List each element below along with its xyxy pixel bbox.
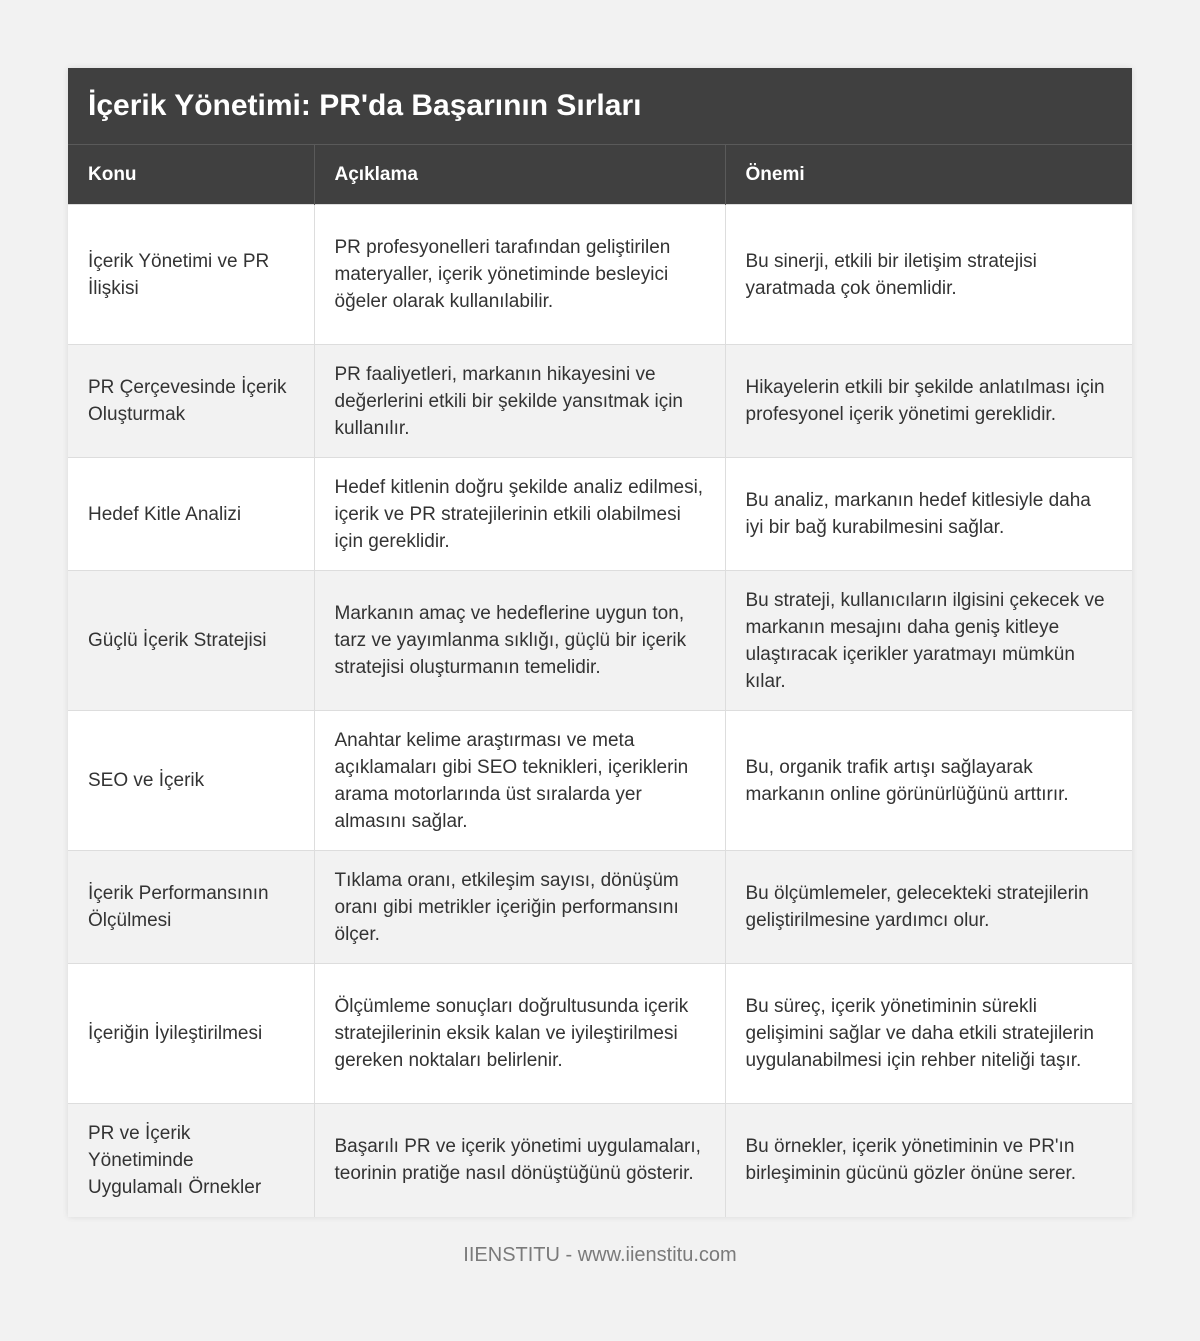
cell-onemi: Hikayelerin etkili bir şekilde anlatılması için profesyonel içerik yönetimi gereklidir.	[725, 345, 1132, 458]
cell-konu: SEO ve İçerik	[68, 711, 314, 851]
table-header	[68, 145, 1132, 205]
content-table-card	[68, 68, 1132, 1217]
cell-onemi: Bu sinerji, etkili bir iletişim stratejisi yaratmada çok önemlidir.	[725, 205, 1132, 345]
cell-aciklama: PR profesyonelleri tarafından geliştirilen materyaller, içerik yönetiminde besleyici öğeler olarak kullanılabilir.	[314, 205, 725, 345]
cell-konu: İçerik Yönetimi ve PR İlişkisi	[68, 205, 314, 345]
column-header-aciklama: Açıklama	[314, 145, 725, 205]
table-row	[68, 964, 1132, 1104]
cell-aciklama: PR faaliyetleri, markanın hikayesini ve değerlerini etkili bir şekilde yansıtmak için kullanılır.	[314, 345, 725, 458]
header-row	[68, 145, 1132, 205]
column-header-konu: Konu	[68, 145, 314, 205]
cell-aciklama: Markanın amaç ve hedeflerine uygun ton, tarz ve yayımlanma sıklığı, güçlü bir içerik stratejisi oluşturmanın temelidir.	[314, 571, 725, 711]
cell-konu: İçerik Performansının Ölçülmesi	[68, 851, 314, 964]
cell-aciklama: Hedef kitlenin doğru şekilde analiz edilmesi, içerik ve PR stratejilerinin etkili olabilmesi için gereklidir.	[314, 458, 725, 571]
table-row	[68, 458, 1132, 571]
cell-konu: Hedef Kitle Analizi	[68, 458, 314, 571]
cell-onemi: Bu strateji, kullanıcıların ilgisini çekecek ve markanın mesajını daha geniş kitleye ulaştıracak içerikler yaratmayı mümkün kılar.	[725, 571, 1132, 711]
table-row	[68, 571, 1132, 711]
content-table	[68, 144, 1132, 1217]
cell-onemi: Bu örnekler, içerik yönetiminin ve PR'ın birleşiminin gücünü gözler önüne serer.	[725, 1104, 1132, 1217]
cell-aciklama: Anahtar kelime araştırması ve meta açıklamaları gibi SEO teknikleri, içeriklerin arama motorlarında üst sıralarda yer almasını sağlar.	[314, 711, 725, 851]
cell-aciklama: Başarılı PR ve içerik yönetimi uygulamaları, teorinin pratiğe nasıl dönüştüğünü gösterir.	[314, 1104, 725, 1217]
cell-onemi: Bu, organik trafik artışı sağlayarak markanın online görünürlüğünü arttırır.	[725, 711, 1132, 851]
cell-konu: Güçlü İçerik Stratejisi	[68, 571, 314, 711]
cell-konu: PR ve İçerik Yönetiminde Uygulamalı Örnekler	[68, 1104, 314, 1217]
table-title: İçerik Yönetimi: PR'da Başarının Sırları	[68, 68, 1132, 144]
cell-konu: İçeriğin İyileştirilmesi	[68, 964, 314, 1104]
footer-credit: IIENSTITU - www.iienstitu.com	[463, 1244, 737, 1266]
table-row	[68, 205, 1132, 345]
cell-konu: PR Çerçevesinde İçerik Oluşturmak	[68, 345, 314, 458]
table-row	[68, 1104, 1132, 1217]
cell-aciklama: Ölçümleme sonuçları doğrultusunda içerik stratejilerinin eksik kalan ve iyileştirilmesi gereken noktaları belirlenir.	[314, 964, 725, 1104]
table-row	[68, 345, 1132, 458]
cell-onemi: Bu süreç, içerik yönetiminin sürekli gelişimini sağlar ve daha etkili stratejilerin uygulanabilmesi için rehber niteliği taşır.	[725, 964, 1132, 1104]
table-row	[68, 851, 1132, 964]
cell-aciklama: Tıklama oranı, etkileşim sayısı, dönüşüm oranı gibi metrikler içeriğin performansını ölçer.	[314, 851, 725, 964]
table-row	[68, 711, 1132, 851]
cell-onemi: Bu analiz, markanın hedef kitlesiyle daha iyi bir bağ kurabilmesini sağlar.	[725, 458, 1132, 571]
cell-onemi: Bu ölçümlemeler, gelecekteki stratejilerin geliştirilmesine yardımcı olur.	[725, 851, 1132, 964]
column-header-onemi: Önemi	[725, 145, 1132, 205]
table-body	[68, 205, 1132, 1217]
